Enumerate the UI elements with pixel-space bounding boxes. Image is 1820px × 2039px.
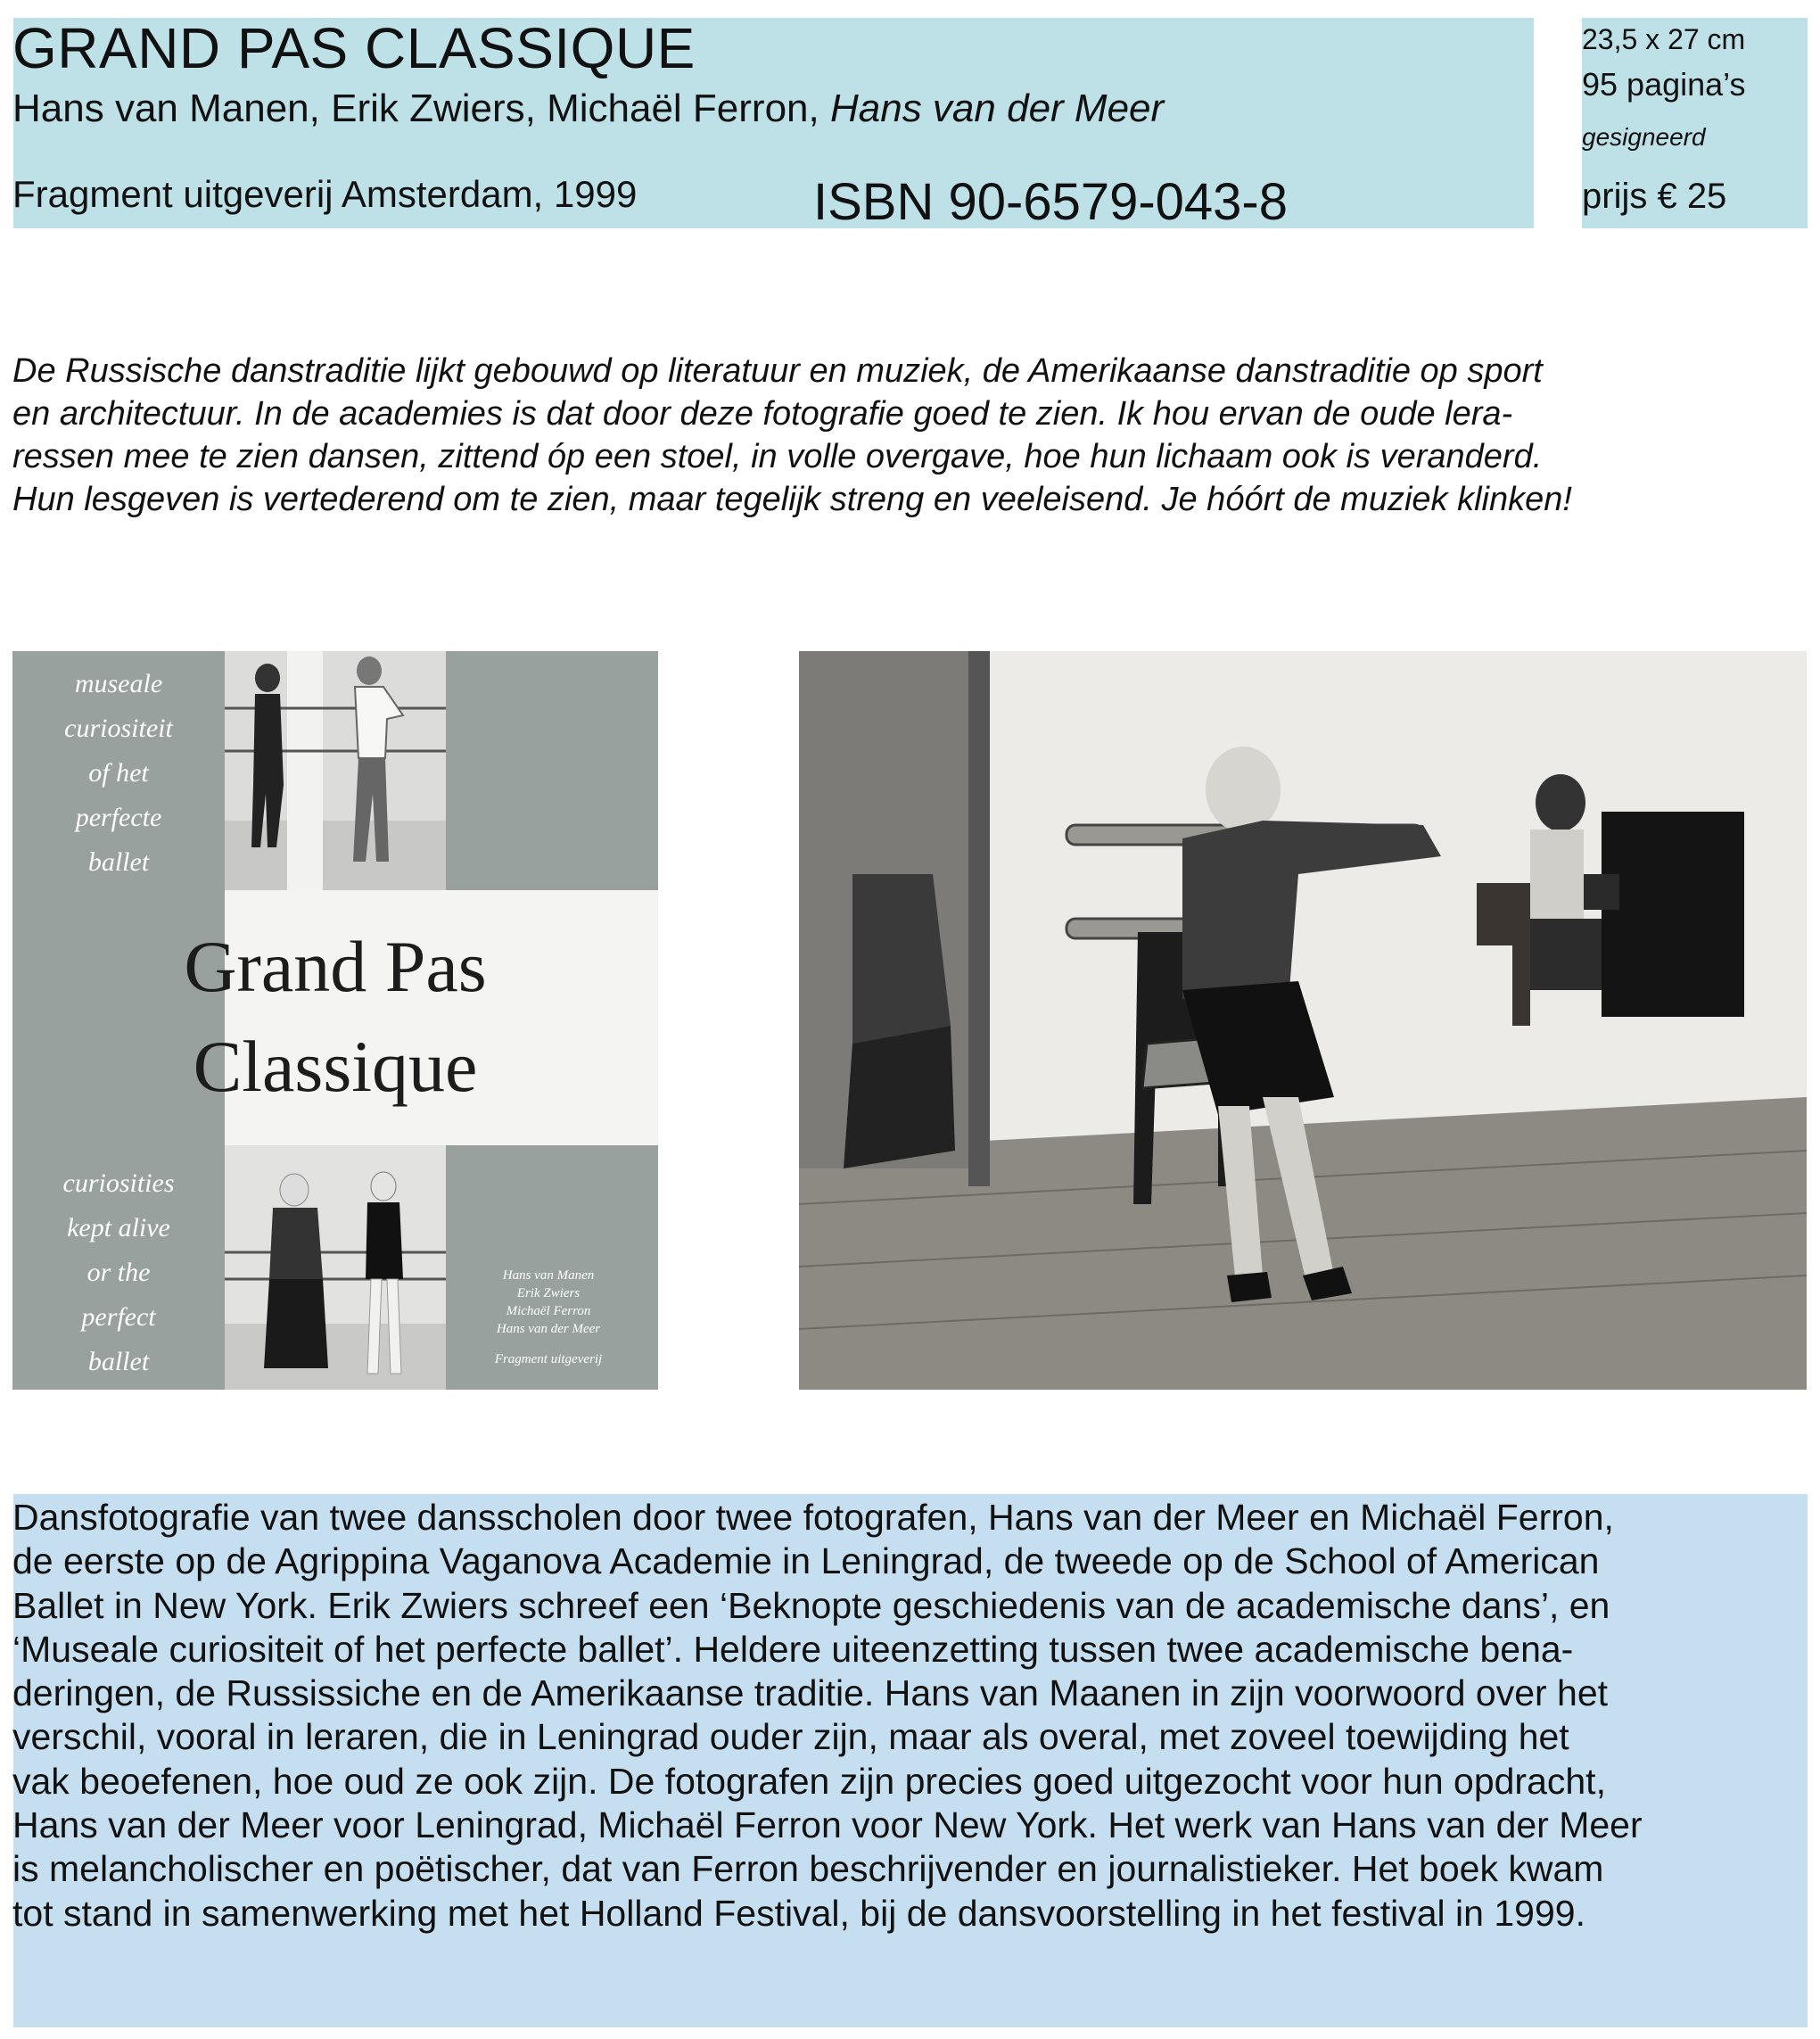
meta-box xyxy=(1582,18,1808,228)
cover-photo-bottom xyxy=(225,1145,446,1390)
authors-line xyxy=(12,84,1164,134)
cover-title-line-1: Grand Pas xyxy=(184,926,487,1007)
cover-bottom-line: or the xyxy=(86,1258,151,1287)
rehearsal-photo xyxy=(799,651,1807,1390)
cover-top-line: museale xyxy=(74,669,163,698)
cover-credit: Hans van Manen xyxy=(502,1268,595,1283)
intro-quote: De Russische danstraditie lijkt gebouwd op literatuur en muziek, de Amerikaanse danstraditie op sport en architectuur. In de academies is dat door deze fotografie goed te zien. Ik hou ervan de oude lera- ressen mee te zien dansen, zittend óp een stoel, in volle overgave, hoe hun lichaam ook is veranderd. Hun lesgeven is vertederend om te zien, maar tegelijk streng en veeleisend. Je hóórt de muziek klinken! xyxy=(12,352,1572,518)
cover-credit: Erik Zwiers xyxy=(516,1286,581,1300)
dimensions: 23,5 x 27 cm xyxy=(1582,23,1746,55)
page-count: 95 pagina’s xyxy=(1582,66,1746,103)
cover-block-top-right xyxy=(446,651,658,890)
authors: Hans van Manen, Erik Zwiers, Michaël Ferron, xyxy=(12,87,830,130)
cover-text-bottom xyxy=(12,1161,225,1384)
signed-note: gesigneerd xyxy=(1582,123,1706,151)
cover-bottom-line: kept alive xyxy=(67,1213,170,1242)
publisher-line: Fragment uitgeverij Amsterdam, 1999 xyxy=(12,173,638,215)
cover-photo-top xyxy=(225,651,446,890)
description-text: Dansfotografie van twee dansscholen door twee fotografen, Hans van der Meer en Michaël Ferron, de eerste op de Agrippina Vaganova Academie in Leningrad, de tweede op de School of American Ballet in New York. Erik Zwiers schreef een ‘Beknopte geschiedenis van de academische dans’, en ‘Museale curiositeit of het perfecte ballet’. Heldere uiteenzetting tussen twee academische bena- deringen, de Russissiche en de Amerikaanse traditie. Hans van Maanen in zijn voorwoord over het verschil, vooral in leraren, die in Leningrad ouder zijn, maar als overal, met zoveel toewijding het vak beoefenen, hoe oud ze ook zijn. De fotografen zijn precies goed uitgezocht voor hun opdracht, Hans van der Meer voor Leningrad, Michaël Ferron voor New York. Het werk van Hans van der Meer is melancholischer en poëtischer, dat van Ferron beschrijvender en journalistieker. Het boek kwam tot stand in samenwerking met het Holland Festival, bij de dansvoorstelling in het festival in 1999. xyxy=(12,1497,1643,1934)
cover-top-line: ballet xyxy=(87,847,150,877)
cover-bottom-line: ballet xyxy=(87,1347,150,1376)
price: prijs € 25 xyxy=(1582,177,1727,216)
isbn: ISBN 90-6579-043-8 xyxy=(813,173,1288,231)
cover-credit: Fragment uitgeverij xyxy=(494,1352,603,1366)
cover-credit: Hans van der Meer xyxy=(496,1322,601,1336)
cover-title-line-2: Classique xyxy=(193,1026,478,1107)
cover-top-line: of het xyxy=(88,758,149,788)
cover-bottom-line: perfect xyxy=(81,1302,156,1332)
cover-credit: Michaël Ferron xyxy=(506,1304,591,1318)
cover-bottom-line: curiosities xyxy=(62,1168,175,1198)
cover-top-line: curiositeit xyxy=(64,714,173,743)
book-cover-image xyxy=(12,651,658,1390)
cover-credits xyxy=(439,1267,658,1368)
cover-text-top xyxy=(12,662,225,885)
book-title: GRAND PAS CLASSIQUE xyxy=(12,16,696,80)
authors-photographer: Hans van der Meer xyxy=(829,87,1165,130)
cover-top-line: perfecte xyxy=(75,803,162,832)
